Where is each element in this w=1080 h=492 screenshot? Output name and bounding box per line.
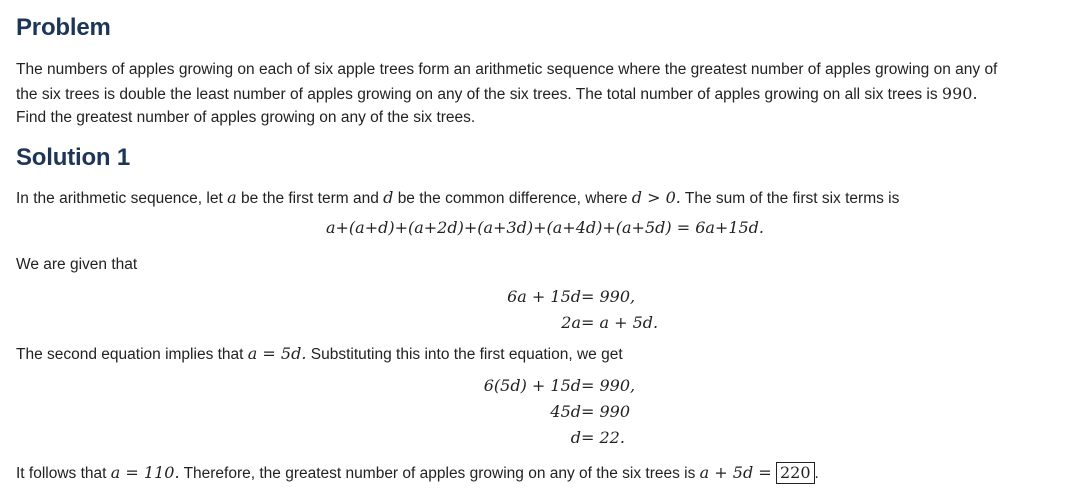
final-expression: a + 5d = — [699, 463, 772, 482]
implies-text-1: The second equation implies that — [16, 346, 244, 363]
solution-heading: Solution 1 — [16, 144, 130, 171]
implies-text — [16, 342, 1074, 367]
answer-box: 220 — [776, 462, 815, 484]
system-2-row — [411, 373, 635, 399]
sum-equation — [16, 218, 1074, 238]
var-a: a — [227, 188, 237, 207]
solution-intro — [16, 186, 1074, 211]
final-period: . — [814, 465, 819, 482]
system-2-row — [411, 399, 635, 425]
problem-total-value: 990. — [941, 83, 978, 103]
var-d: d — [383, 188, 394, 207]
solution-intro-text-3: be the common difference, where — [397, 190, 628, 207]
problem-heading: Problem — [16, 14, 111, 41]
system-1-row-1-lhs: 6a + 15d — [507, 287, 581, 306]
system-1-row — [411, 284, 658, 310]
conclusion-text-1: It follows that — [16, 465, 107, 482]
system-2-row-1-rhs: = 990, — [581, 376, 636, 395]
system-2-row-3-lhs: d — [570, 428, 581, 447]
implies-math: a = 5d. — [247, 344, 307, 363]
system-1-row — [411, 310, 658, 336]
problem-statement — [16, 58, 1074, 130]
condition-d-positive: d > 0. — [631, 188, 681, 207]
problem-line-1: The numbers of apples growing on each of six apple trees form an arithmetic sequence where the greatest number of apples growing on any of — [16, 61, 998, 78]
problem-line-2 — [16, 82, 1074, 107]
equation-system-1 — [411, 284, 658, 336]
system-1-row-2-lhs: 2a — [561, 313, 581, 332]
conclusion-text — [16, 461, 1074, 486]
problem-line-2-text: the six trees is double the least number of apples growing on any of the six trees. The total number of apples growing on all six trees is — [16, 85, 938, 103]
implies-text-2: Substituting this into the first equation, we get — [310, 346, 623, 363]
solution-intro-text-2: be the first term and — [240, 190, 379, 207]
system-2-row-2-rhs: = 990 — [581, 402, 631, 421]
system-1-row-2-rhs: = a + 5d. — [581, 313, 659, 332]
sum-equation-text: a+(a+d)+(a+2d)+(a+3d)+(a+4d)+(a+5d) = 6a+15d. — [325, 218, 765, 237]
system-1-row-1-rhs: = 990, — [581, 287, 636, 306]
system-2-row-2-lhs: 45d — [550, 402, 581, 421]
solution-intro-text-4: The sum of the first six terms is — [684, 190, 900, 207]
system-2-row-1-lhs: 6(5d) + 15d — [483, 376, 581, 395]
solution-intro-text-1: In the arithmetic sequence, let — [16, 190, 223, 207]
system-2-row — [411, 425, 635, 451]
conclusion-a-value: a = 110. — [110, 463, 180, 482]
equation-system-2 — [411, 373, 635, 451]
conclusion-text-2: Therefore, the greatest number of apples growing on any of the six trees is — [183, 465, 696, 482]
given-text — [16, 253, 1074, 277]
problem-line-3: Find the greatest number of apples growing on any of the six trees. — [16, 109, 476, 126]
given-text-label: We are given that — [16, 256, 138, 273]
system-2-row-3-rhs: = 22. — [581, 428, 625, 447]
